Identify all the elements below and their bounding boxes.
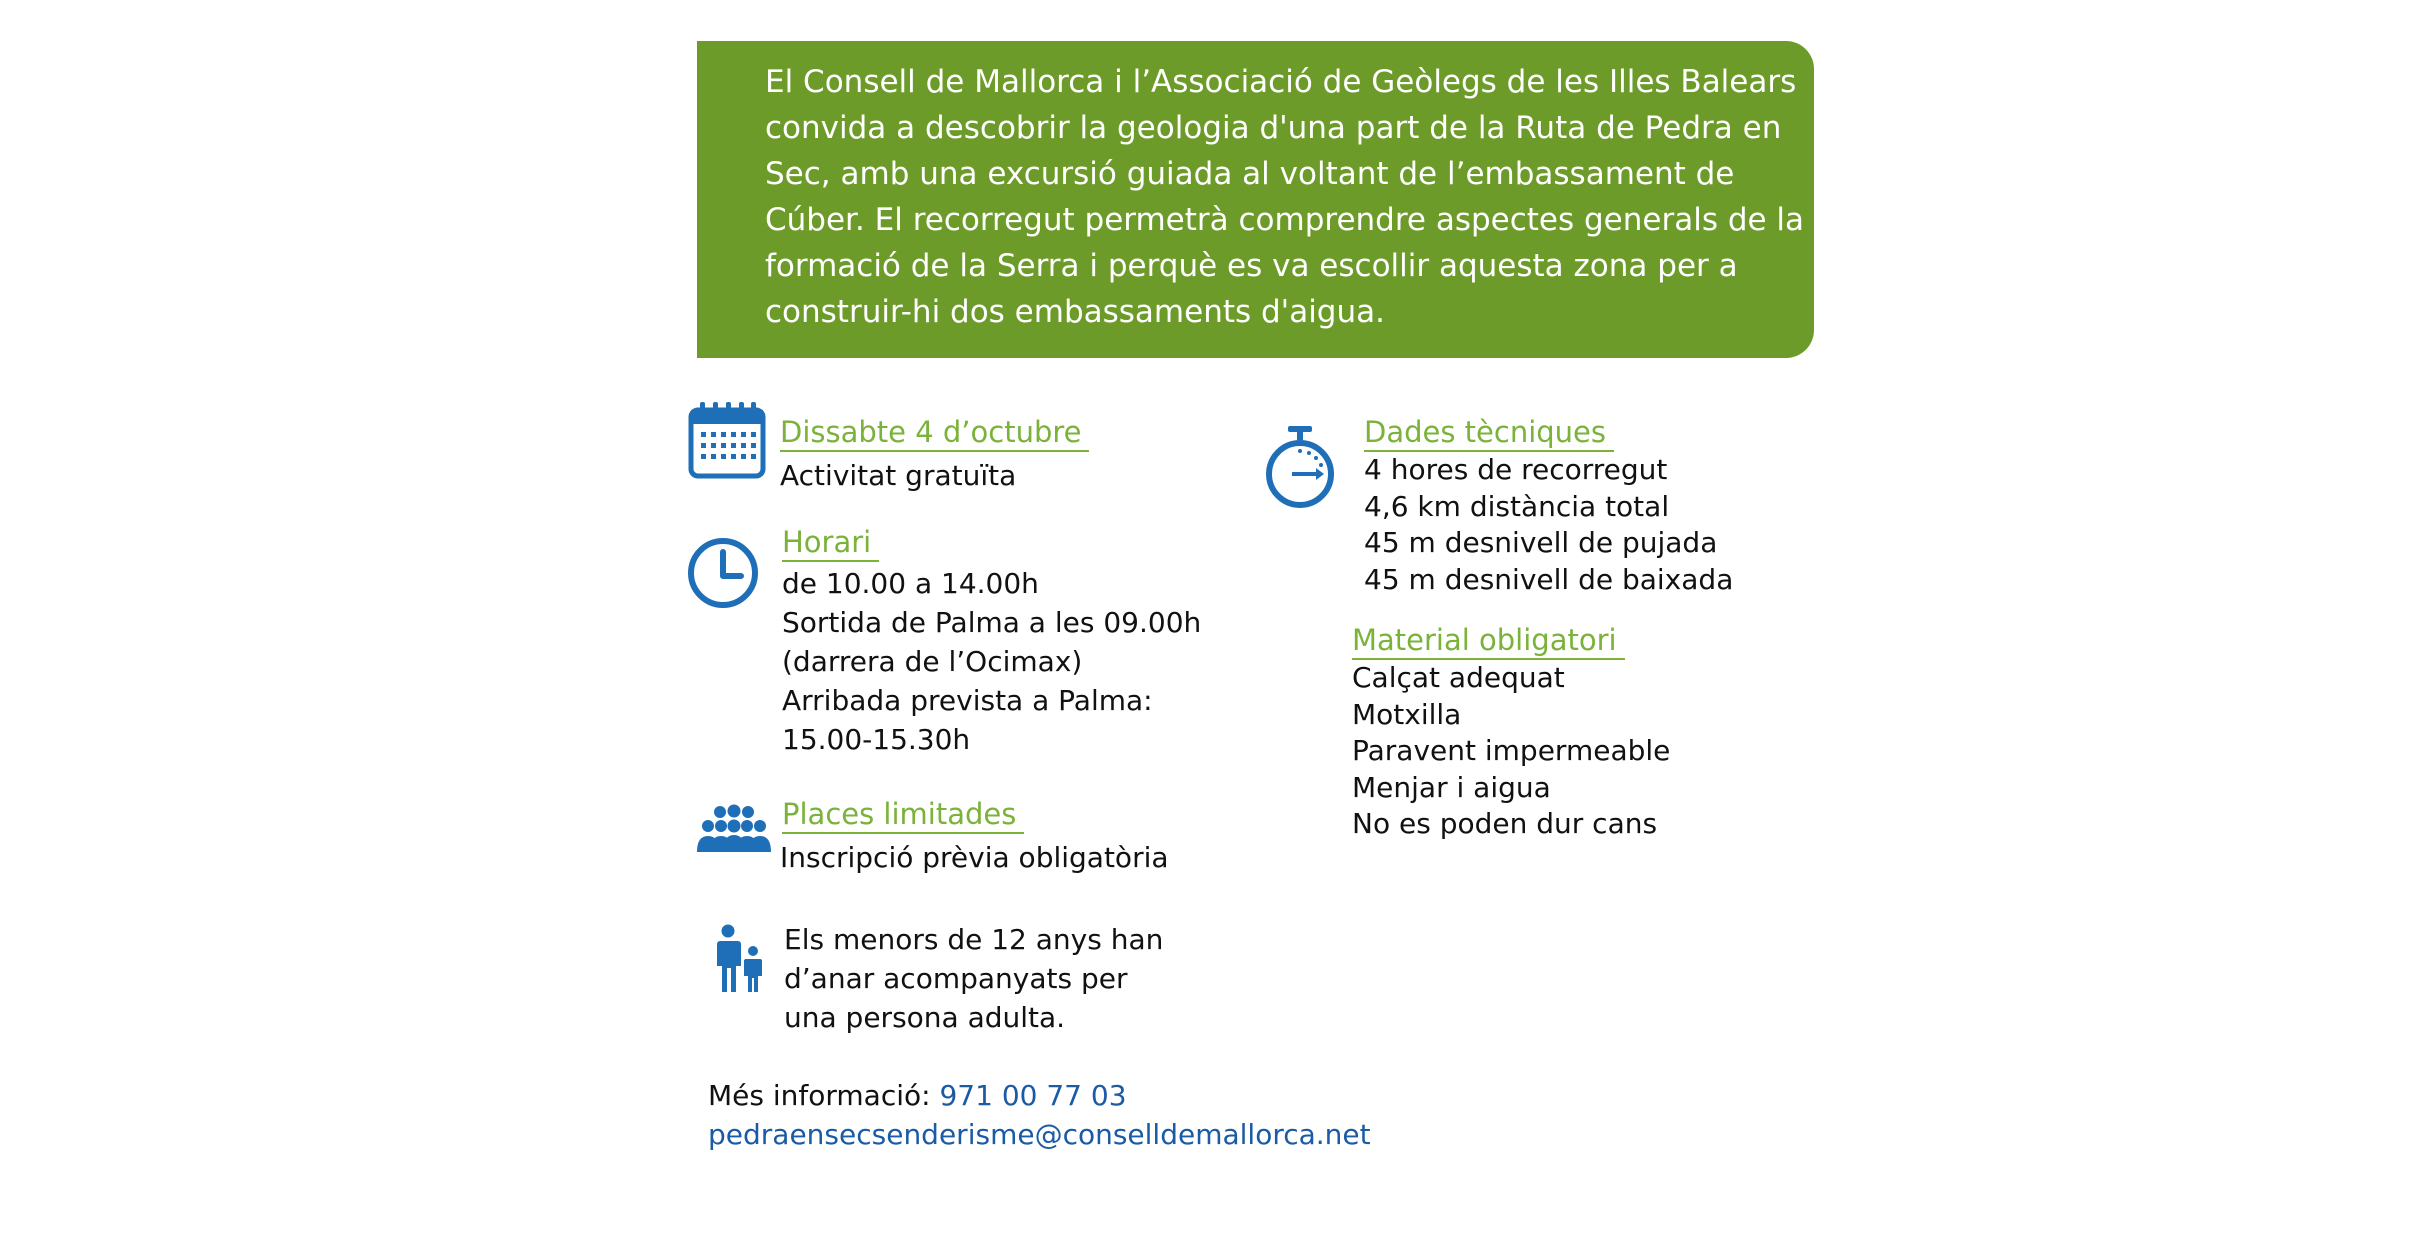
contact-phone-link[interactable]: 971 00 77 03 [939, 1079, 1127, 1112]
minors-section [784, 920, 1163, 1037]
places-section [782, 796, 1169, 877]
date-title: Dissabte 4 d’octubre [780, 414, 1089, 452]
material-line: Calçat adequat [1352, 661, 1565, 694]
schedule-line: de 10.00 a 14.00h [782, 567, 1039, 600]
date-line: Activitat gratuïta [780, 459, 1017, 492]
schedule-line: (darrera de l’Ocimax) [782, 645, 1083, 678]
tech-line: 45 m desnivell de pujada [1364, 526, 1718, 559]
tech-title: Dades tècniques [1364, 414, 1614, 452]
schedule-line: Arribada prevista a Palma: [782, 684, 1153, 717]
minors-line: una persona adulta. [784, 1001, 1066, 1034]
intro-line: convida a descobrir la geologia d'una part de la Ruta de Pedra en [765, 110, 1782, 146]
schedule-line: Sortida de Palma a les 09.00h [782, 606, 1202, 639]
material-section [1352, 622, 1670, 843]
contact-phone-line [708, 1076, 1371, 1115]
material-line: No es poden dur cans [1352, 807, 1658, 840]
contact-email-link[interactable]: pedraensecsenderisme@conselldemallorca.net [708, 1118, 1371, 1151]
contact-label: Més informació: [708, 1079, 931, 1112]
intro-line: construir-hi dos embassaments d'aigua. [765, 294, 1385, 330]
schedule-section [782, 524, 1201, 759]
intro-line: El Consell de Mallorca i l’Associació de Geòlegs de les Illes Balears [765, 64, 1797, 100]
schedule-line: 15.00-15.30h [782, 723, 971, 756]
material-title: Material obligatori [1352, 622, 1625, 660]
material-line: Menjar i aigua [1352, 770, 1551, 804]
places-title: Places limitades [782, 796, 1024, 834]
tech-line: 4 hores de recorregut [1364, 453, 1668, 486]
tech-line: 4,6 km distància total [1364, 489, 1670, 523]
minors-line: Els menors de 12 anys han [784, 923, 1164, 956]
intro-text [765, 59, 1805, 335]
tech-section [1364, 414, 1733, 598]
intro-line: Cúber. El recorregut permetrà comprendre aspectes generals de la [765, 202, 1805, 238]
adult-and-child-icon [714, 924, 764, 994]
schedule-title: Horari [782, 524, 879, 562]
clock-icon [686, 536, 760, 610]
material-line: Motxilla [1352, 697, 1462, 731]
material-line: Paravent impermeable [1352, 734, 1671, 767]
minors-line: d’anar acompanyats per [784, 962, 1128, 995]
group-of-people-icon [694, 804, 774, 856]
contact-section [708, 1076, 1371, 1154]
intro-box [697, 41, 1814, 358]
places-line: Inscripció prèvia obligatòria [780, 841, 1169, 874]
stopwatch-icon [1264, 424, 1336, 510]
calendar-icon [688, 400, 766, 480]
intro-line: formació de la Serra i perquè es va escollir aquesta zona per a [765, 248, 1738, 284]
tech-line: 45 m desnivell de baixada [1364, 562, 1734, 596]
intro-line: Sec, amb una excursió guiada al voltant de l’embassament de [765, 156, 1735, 192]
date-section [780, 414, 1089, 495]
